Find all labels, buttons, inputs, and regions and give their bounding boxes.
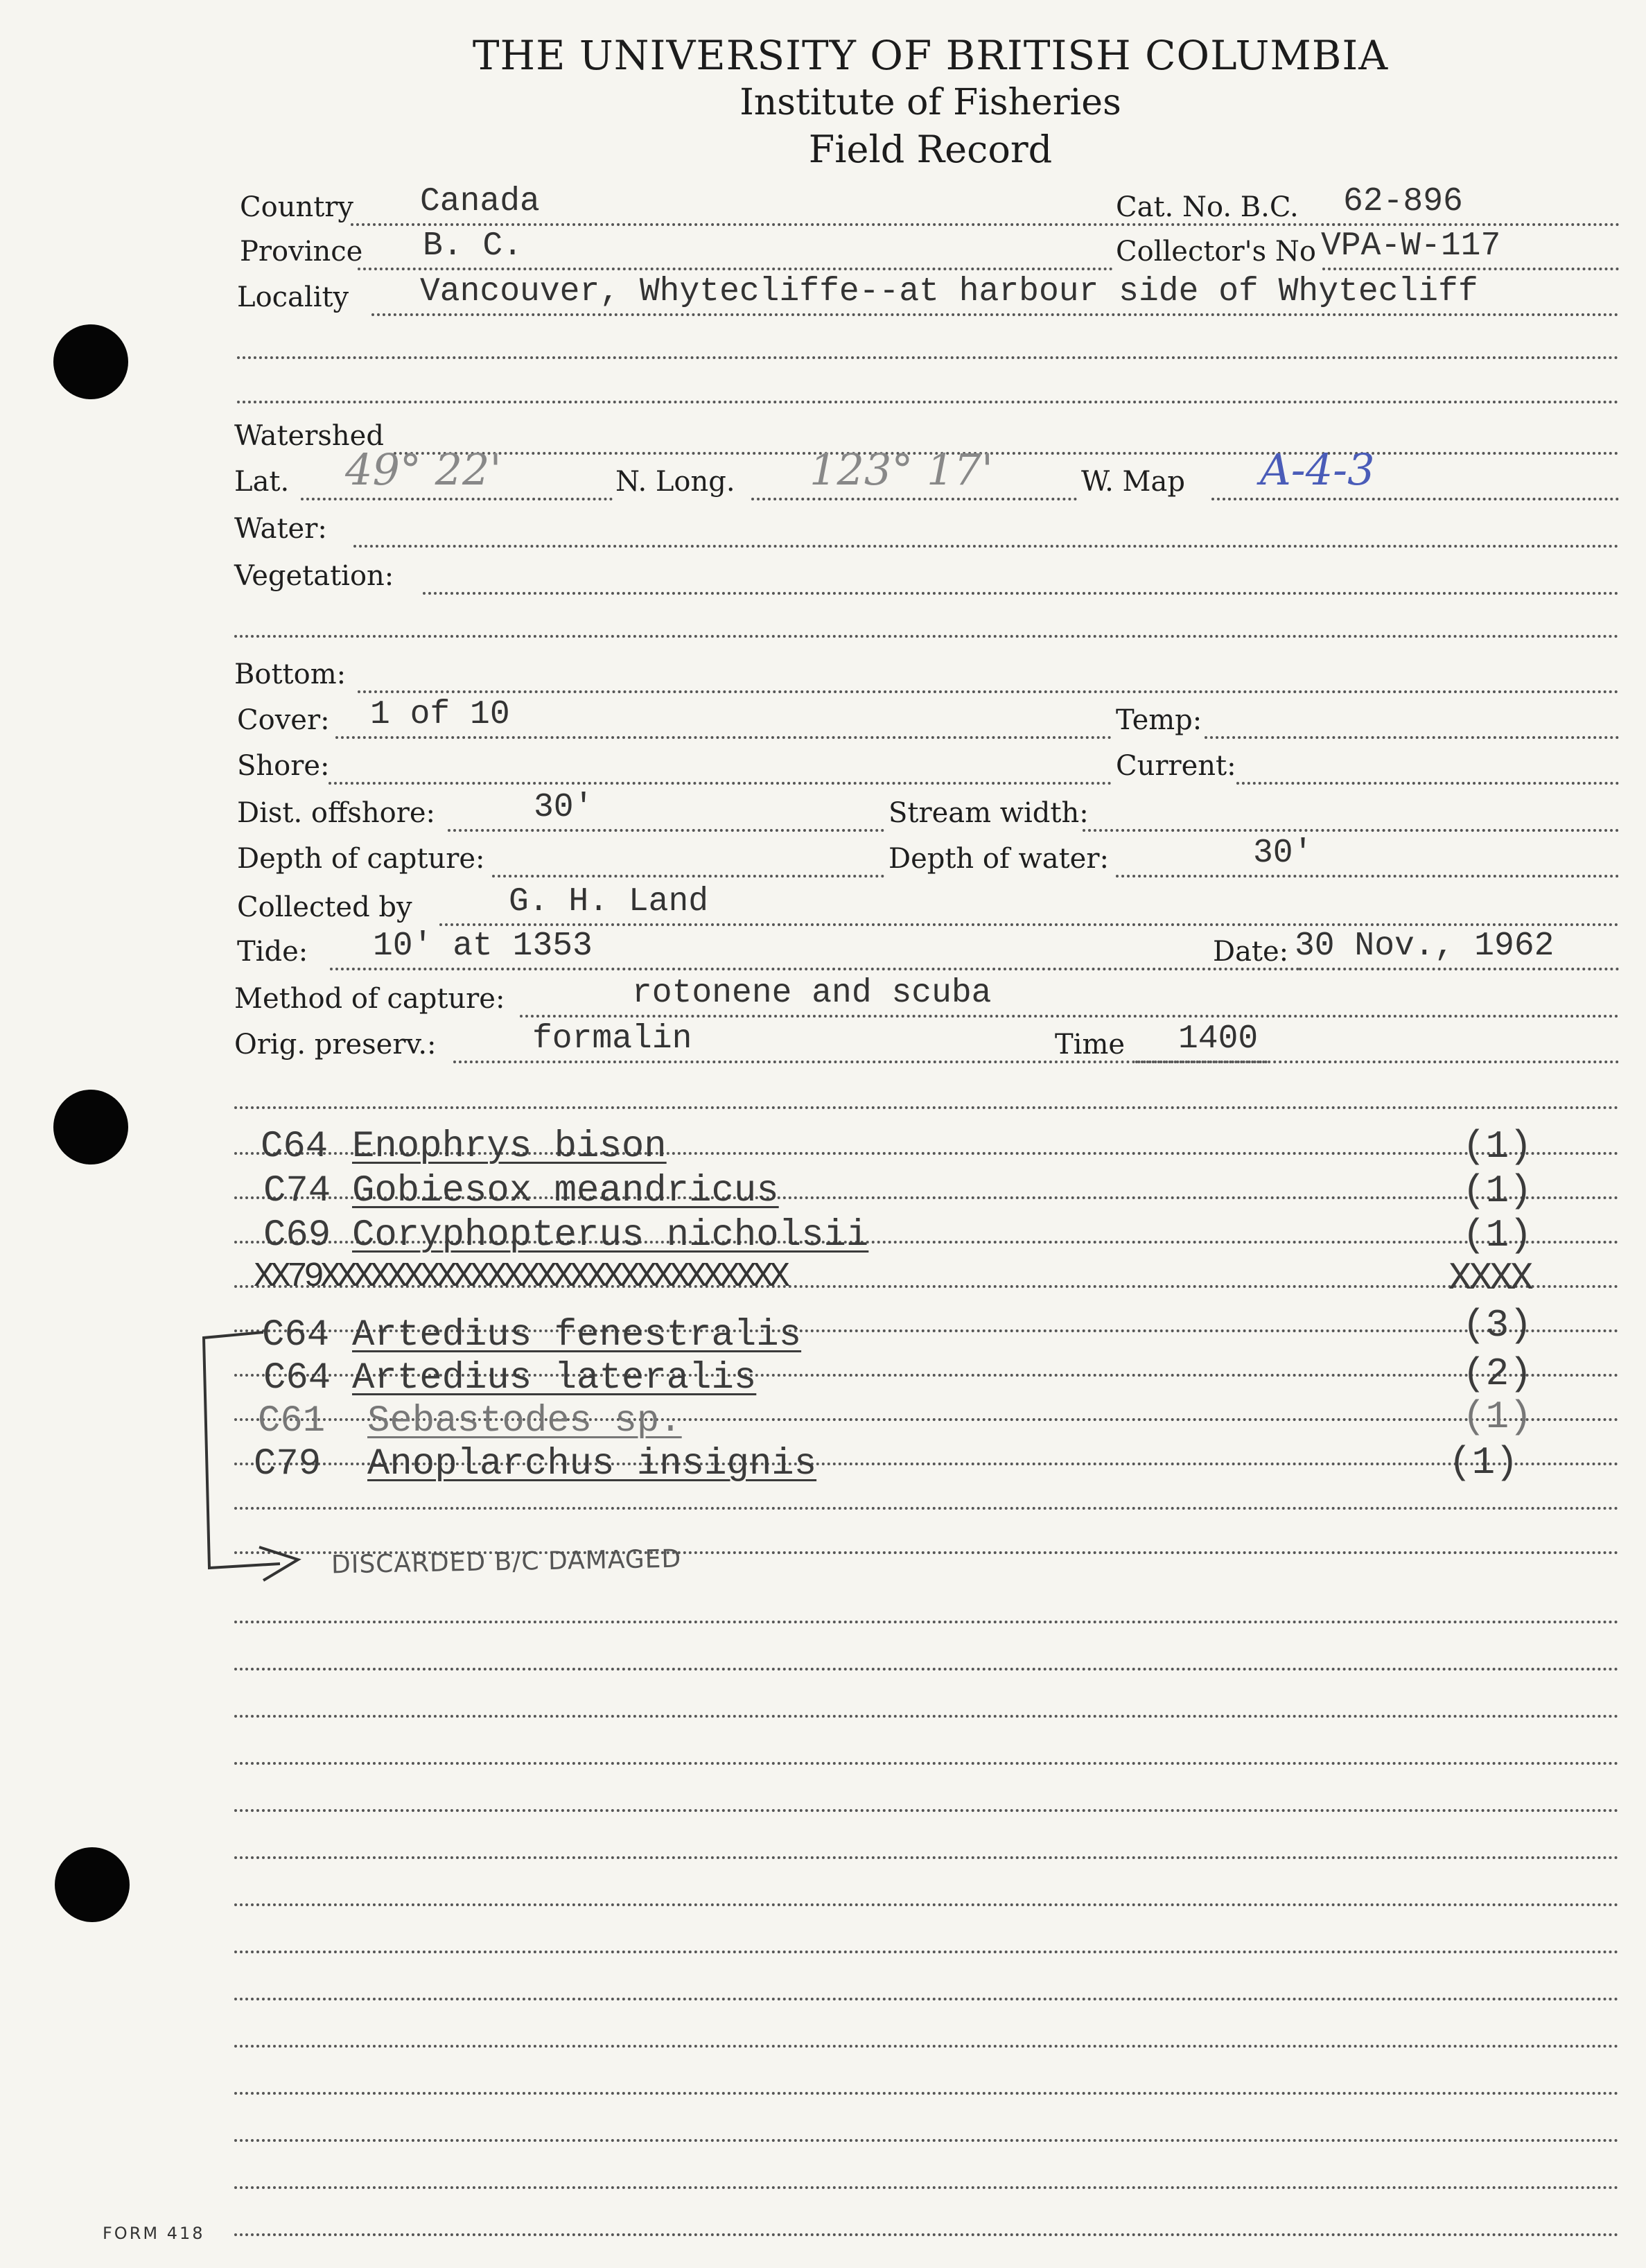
species-count: (1) <box>1462 1169 1532 1213</box>
dotted-line <box>234 1809 1619 1812</box>
watershed-label: Watershed <box>234 420 384 452</box>
dotted-line <box>1083 829 1619 832</box>
species-name: Gobiesox meandricus <box>352 1170 779 1212</box>
dist-offshore-value: 30' <box>534 789 594 826</box>
row-province <box>234 227 1619 274</box>
long-value: 123° 17' <box>809 444 993 495</box>
species-code: C64 <box>263 1357 331 1399</box>
species-name: Artedius fenestralis <box>352 1314 802 1357</box>
temp-label: Temp: <box>1116 704 1202 736</box>
dotted-line <box>358 690 1619 693</box>
row-shore <box>234 750 1619 789</box>
row-vegetation <box>234 560 1619 599</box>
dotted-line <box>237 356 1619 359</box>
row-line <box>234 1824 1619 1863</box>
dotted-line <box>351 223 1342 226</box>
row-blank <box>234 603 1619 642</box>
species-count: (1) <box>1462 1213 1532 1257</box>
punch-hole-bottom <box>55 1847 130 1922</box>
university-title: THE UNIVERSITY OF BRITISH COLUMBIA <box>472 32 1389 79</box>
bottom-label: Bottom: <box>234 658 347 690</box>
species-code: C74 <box>263 1170 331 1212</box>
dotted-line <box>1236 782 1619 785</box>
species-code: C69 <box>263 1214 331 1257</box>
lat-value: 49° 22' <box>345 444 502 495</box>
row-line <box>234 2201 1619 2240</box>
dotted-line <box>234 1998 1619 2000</box>
row-country <box>234 183 1619 230</box>
dotted-line <box>448 829 884 832</box>
crossed-out-count: XXXX <box>1448 1256 1531 1300</box>
record-title: Field Record <box>808 128 1053 171</box>
lat-label: Lat. <box>234 466 290 498</box>
row-collected-by <box>234 883 1619 930</box>
dotted-line <box>234 635 1619 638</box>
species-name: Anoplarchus insignis <box>367 1443 817 1485</box>
dotted-line <box>520 1015 1619 1018</box>
dotted-line <box>234 1903 1619 1906</box>
dotted-line <box>358 268 1113 270</box>
dotted-line <box>492 875 884 878</box>
water-label: Water: <box>234 513 327 545</box>
dotted-line <box>423 592 1619 595</box>
dotted-line <box>234 2233 1619 2236</box>
species-count: (1) <box>1462 1124 1532 1169</box>
species-code: C64 <box>262 1314 330 1357</box>
row-blank <box>234 369 1619 408</box>
row-line <box>234 2060 1619 2099</box>
cat-no-label: Cat. No. B.C. <box>1116 191 1299 223</box>
dotted-line <box>353 545 1619 548</box>
dotted-line <box>234 1951 1619 1953</box>
dotted-line <box>330 968 1300 970</box>
time-label: Time <box>1055 1029 1126 1061</box>
dotted-line <box>234 2186 1619 2189</box>
row-tide <box>234 927 1619 975</box>
country-value: Canada <box>420 183 540 220</box>
locality-label: Locality <box>237 281 349 313</box>
dotted-line <box>751 498 1077 500</box>
locality-value: Vancouver, Whytecliffe--at harbour side of Whytecliff <box>420 273 1478 311</box>
current-label: Current: <box>1116 750 1236 782</box>
row-cover <box>234 696 1619 743</box>
date-label: Date: <box>1213 936 1289 968</box>
row-depth <box>234 835 1619 882</box>
row-locality <box>234 273 1619 320</box>
dist-offshore-label: Dist. offshore: <box>237 797 436 829</box>
species-count: (1) <box>1462 1395 1532 1439</box>
dotted-line <box>234 2139 1619 2142</box>
dotted-line <box>394 452 1619 455</box>
discarded-note: DISCARDED B/C DAMAGED <box>331 1544 682 1580</box>
row-line <box>234 1777 1619 1816</box>
dotted-line <box>237 401 1619 403</box>
species-count: (2) <box>1462 1352 1532 1396</box>
shore-label: Shore: <box>237 750 330 782</box>
row-line <box>234 1872 1619 1910</box>
cover-value: 1 of 10 <box>370 696 510 733</box>
row-water <box>234 513 1619 552</box>
n-long-label: N. Long. <box>615 466 735 498</box>
species-name: Artedius lateralis <box>352 1357 757 1399</box>
tide-label: Tide: <box>237 936 308 968</box>
dotted-line <box>371 313 1619 316</box>
dotted-line <box>1205 736 1619 739</box>
orig-preserv-value: formalin <box>532 1020 692 1058</box>
species-name: Coryphopterus nicholsii <box>352 1214 869 1257</box>
species-code: C64 <box>261 1126 329 1168</box>
dotted-line <box>1135 1061 1619 1063</box>
country-label: Country <box>240 191 354 223</box>
province-value: B. C. <box>423 227 523 265</box>
dotted-line <box>329 782 1112 785</box>
punch-hole-top <box>53 324 128 399</box>
row-method <box>234 975 1619 1022</box>
stream-width-label: Stream width: <box>888 797 1089 829</box>
punch-hole-middle <box>53 1090 128 1164</box>
dotted-line <box>234 1106 1619 1109</box>
dotted-line <box>234 1715 1619 1718</box>
tide-value: 10' at 1353 <box>373 927 593 965</box>
depth-water-label: Depth of water: <box>888 843 1109 875</box>
map-value: A-4-3 <box>1260 444 1375 495</box>
collectors-no-value: VPA-W-117 <box>1321 227 1501 265</box>
dotted-line <box>234 2092 1619 2095</box>
row-line <box>234 1966 1619 2005</box>
dotted-line <box>1322 268 1619 270</box>
dotted-line <box>234 1762 1619 1765</box>
crossed-out-line: XX79XXXXXXXXXXXXXXXXXXXXXXXXXXXX <box>254 1257 787 1297</box>
method-value: rotonene and scuba <box>632 975 992 1012</box>
collected-by-value: G. H. Land <box>509 883 709 921</box>
dotted-line <box>1299 968 1619 970</box>
depth-capture-label: Depth of capture: <box>237 843 485 875</box>
date-value: 30 Nov., 1962 <box>1295 927 1555 965</box>
row-line <box>234 1636 1619 1675</box>
w-map-label: W. Map <box>1081 466 1185 498</box>
time-value: 1400 <box>1178 1020 1259 1058</box>
institute-title: Institute of Fisheries <box>739 82 1121 123</box>
dotted-line <box>234 1668 1619 1671</box>
collected-by-label: Collected by <box>237 891 412 923</box>
dotted-line <box>1116 875 1619 878</box>
collectors-no-label: Collector's No <box>1116 236 1316 268</box>
species-count: (3) <box>1462 1303 1532 1347</box>
cover-label: Cover: <box>237 704 330 736</box>
species-count: (1) <box>1448 1440 1518 1485</box>
form-number: FORM 418 <box>103 2224 205 2243</box>
row-line <box>234 1683 1619 1722</box>
row-line <box>234 1919 1619 1957</box>
species-name: Enophrys bison <box>352 1126 667 1168</box>
species-code: C61 <box>258 1400 326 1442</box>
row-line <box>234 2154 1619 2193</box>
dotted-line <box>301 498 613 500</box>
species-code: C79 <box>254 1443 322 1485</box>
cat-no-value: 62-896 <box>1343 183 1463 220</box>
dotted-line <box>234 1856 1619 1859</box>
vegetation-label: Vegetation: <box>234 560 394 592</box>
species-name: Sebastodes sp. <box>367 1400 682 1442</box>
dotted-line <box>234 2045 1619 2048</box>
row-bottom <box>234 658 1619 697</box>
row-line <box>234 1730 1619 1769</box>
depth-water-value: 30' <box>1253 835 1313 872</box>
row-blank <box>234 1074 1619 1113</box>
row-lat-long <box>234 444 1619 505</box>
row-blank <box>234 324 1619 363</box>
dotted-line <box>1211 498 1619 500</box>
method-label: Method of capture: <box>234 983 505 1015</box>
province-label: Province <box>240 236 363 268</box>
row-dist-offshore <box>234 789 1619 836</box>
row-line <box>234 2107 1619 2146</box>
dotted-line <box>1327 223 1619 226</box>
orig-preserv-label: Orig. preserv.: <box>234 1029 437 1061</box>
row-line <box>234 2013 1619 2052</box>
row-preserv <box>234 1020 1619 1067</box>
dotted-line <box>439 923 1619 926</box>
bracket-arrow <box>194 1317 513 1636</box>
dotted-line <box>335 736 1112 739</box>
